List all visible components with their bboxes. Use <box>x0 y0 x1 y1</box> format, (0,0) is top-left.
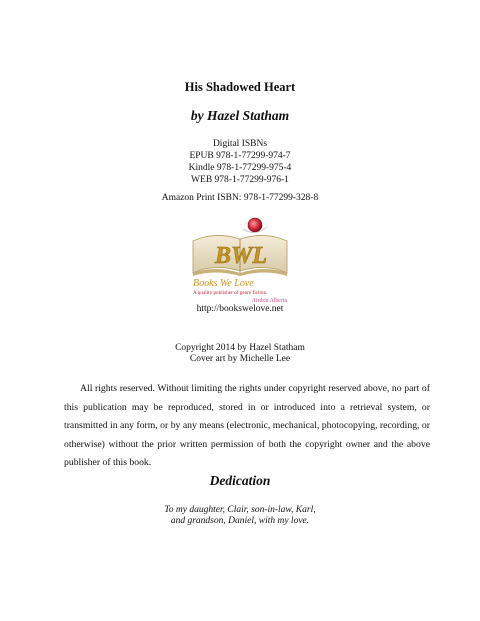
book-title: His Shadowed Heart <box>184 80 296 94</box>
rights-paragraph: All rights reserved. Without limiting the rights under copyright reserved above, no part of this publication may be reproduced, stored in or introduced into a retrieval system, or transmitted in any form, or by any means (electronic, mechanical, photocopying, recording, or otherwise) without the prior written permission of both the copyright owner and the above publisher of this book. <box>64 383 430 468</box>
publisher-logo <box>185 213 295 305</box>
gem-icon <box>248 218 262 232</box>
print-isbn: Amazon Print ISBN: 978-1-77299-328-8 <box>161 193 319 203</box>
dedication-line-1: To my daughter, Clair, son-in-law, Karl, <box>164 505 316 515</box>
copyright-line: Copyright 2014 by Hazel Statham <box>175 343 305 353</box>
author-line: by Hazel Statham <box>190 108 290 123</box>
publisher-url[interactable]: http://bookswelove.net <box>196 304 284 314</box>
dedication-line-2: and grandson, Daniel, with my love. <box>170 516 310 526</box>
digital-isbns-heading: Digital ISBNs <box>212 139 268 149</box>
cover-art-credit: Cover art by Michelle Lee <box>189 354 291 364</box>
epub-isbn: EPUB 978-1-77299-974-7 <box>189 151 291 161</box>
logo-monogram: BWL <box>214 243 268 269</box>
kindle-isbn: Kindle 978-1-77299-975-4 <box>188 163 292 173</box>
copyright-block <box>0 343 480 365</box>
digital-isbn-block <box>0 138 480 186</box>
web-isbn: WEB 978-1-77299-976-1 <box>191 175 289 185</box>
logo-location: Airdrie Alberta <box>251 298 287 304</box>
logo-publisher-name: Books We Love <box>193 278 254 289</box>
dedication-text <box>0 505 480 527</box>
logo-tagline: A quality publisher of genre fiction. <box>193 290 268 296</box>
dedication-heading: Dedication <box>209 473 271 488</box>
